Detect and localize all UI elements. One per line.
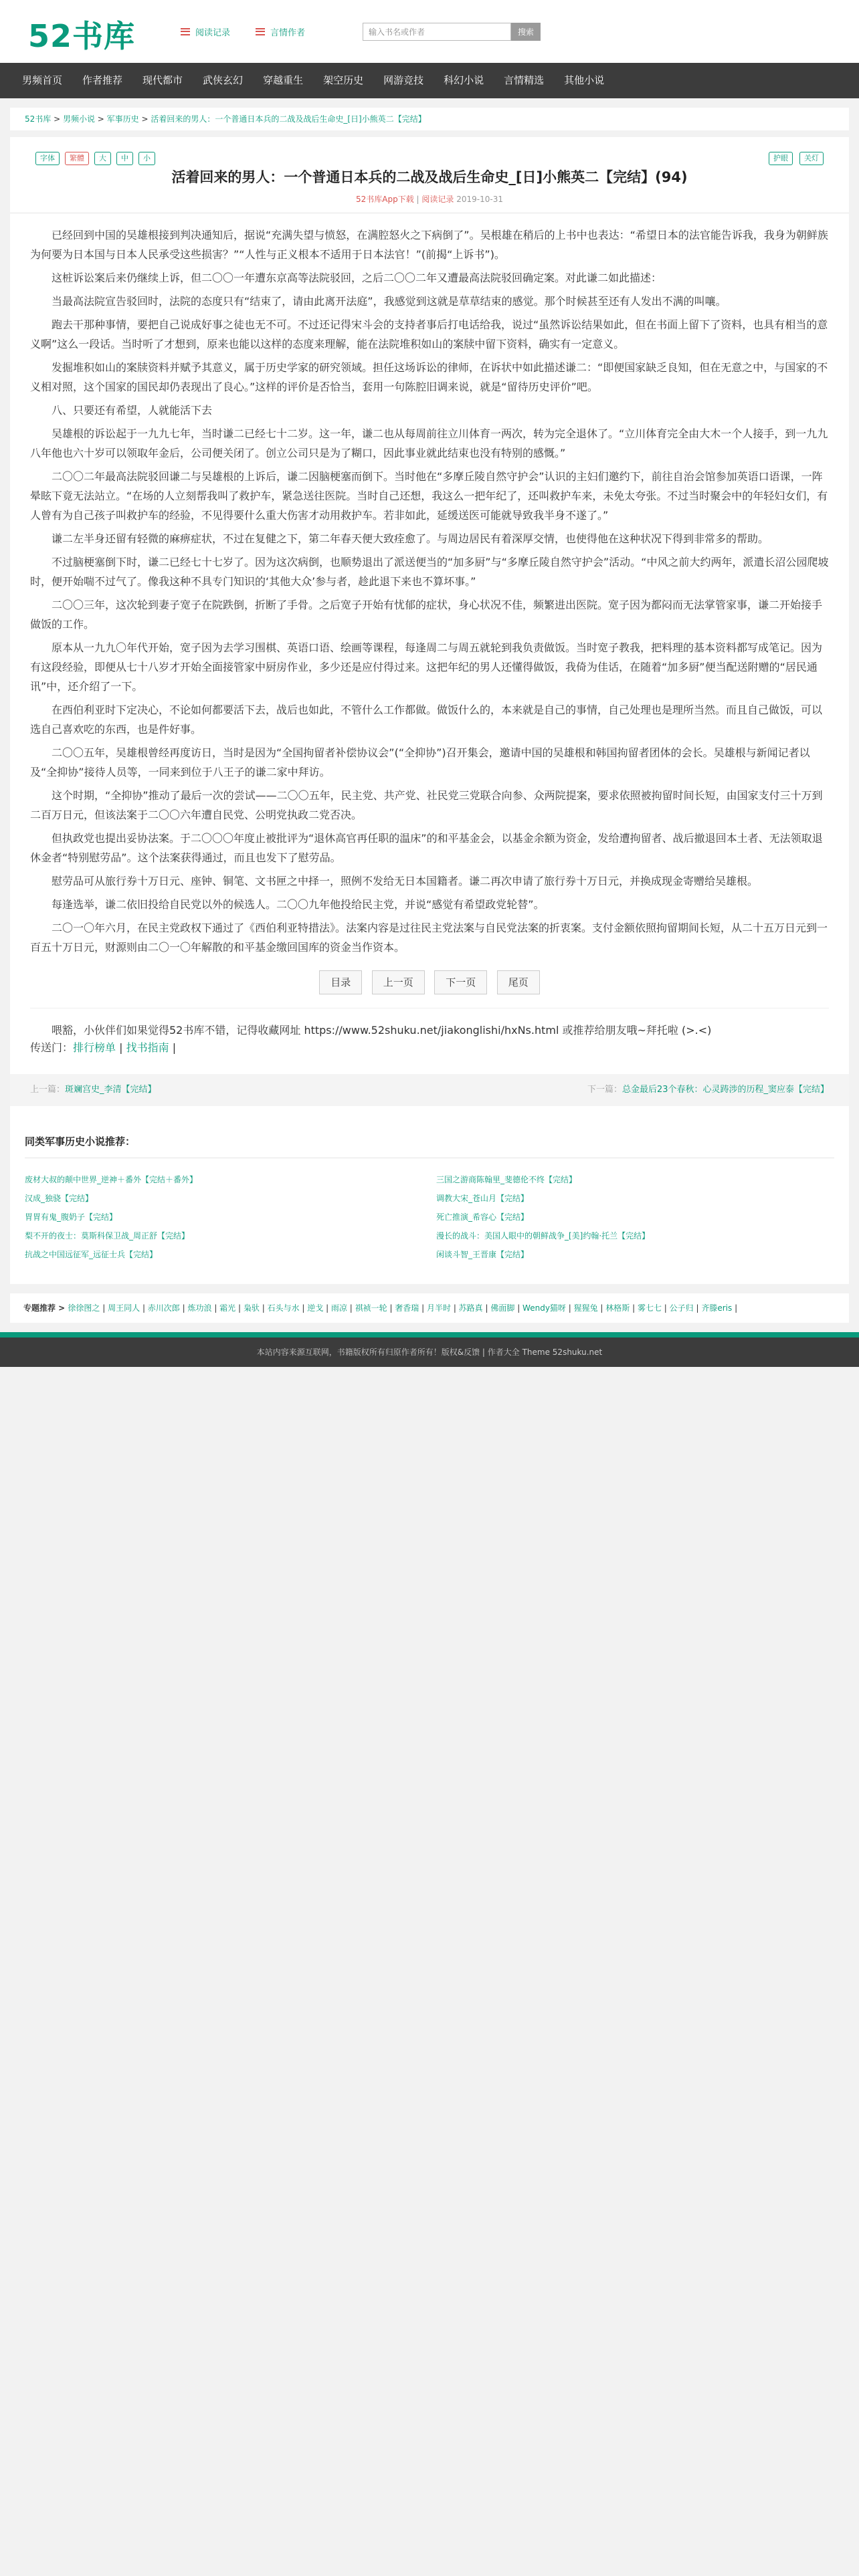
paragraph: 在西伯利亚时下定决心，不论如何都要活下去，战后也如此，不管什么工作都做。做饭什么的，本来就是自己的事情，自己处理也是理所当然。而且自己做饭，可以选自己喜欢吃的东西，也是件好事。: [30, 704, 823, 736]
nav-item[interactable]: 架空历史: [323, 74, 364, 86]
topic-link[interactable]: 炼功浪: [187, 1303, 212, 1313]
paragraph: 每逢选举，谦二依旧投给自民党以外的候选人。二〇〇九年他投给民主党，并说“感觉有希望政党轮替”。: [52, 898, 545, 911]
recommend-heading: 同类军事历史小说推荐：: [25, 1130, 834, 1158]
chapter-meta: 52书库App下载 | 阅读记录 2019-10-31: [356, 195, 503, 204]
topic-link[interactable]: 齐滕eris: [701, 1303, 733, 1313]
list-icon: [181, 28, 190, 35]
recommend-link[interactable]: 抗战之中国远征军_远征士兵【完结】: [25, 1250, 158, 1259]
recommend-list: [25, 1170, 834, 1264]
topic-link[interactable]: 苏路真: [458, 1303, 483, 1313]
paragraph: 二〇〇二年最高法院驳回谦二与吴雄根的上诉后，谦二因脑梗塞而倒下。当时他在“多摩丘陵自然守护会”认识的主妇们邀约下，前往自治会馆参加英语口语课，一阵晕眩下竟无法站立。“在场的人立刻帮我叫了救护车，紧急送往医院。当时自己还想，我这么一把年纪了，还叫救护车来，未免太夸张。不过当时聚会中的年轻妇女们，有人曾有为自己孩子叫救护车的经验，不见得要什么重大伤害才动用救护车。若非如此，延缓送医可能就导致我半身不遂了。”: [30, 470, 828, 522]
breadcrumb-current[interactable]: 活着回来的男人：一个普通日本兵的二战及战后生命史_[日]小熊英二【完结】: [151, 114, 426, 124]
topic-link[interactable]: Wendy猫呀: [522, 1303, 566, 1313]
notice-label: 传送门：: [30, 1041, 74, 1054]
topic-link[interactable]: 佛面脚: [490, 1303, 515, 1313]
font-small-button[interactable]: 小: [138, 152, 155, 165]
prev-next-bar: [10, 1074, 849, 1106]
paragraph: 八、只要还有希望，人就能活下去: [52, 404, 213, 417]
last-page-button[interactable]: 尾页: [497, 970, 540, 994]
font-medium-button[interactable]: 中: [116, 152, 133, 165]
topic-link[interactable]: 雨凉: [330, 1303, 347, 1313]
font-button[interactable]: 字体: [35, 152, 60, 165]
nav-item[interactable]: 穿越重生: [263, 74, 304, 86]
nav-item[interactable]: 言情精选: [504, 74, 545, 86]
favorite-authors-link[interactable]: [256, 25, 305, 38]
lights-off-button[interactable]: 关灯: [799, 152, 824, 165]
main-nav: [0, 63, 859, 98]
app-download-link[interactable]: 52书库App下载: [356, 195, 414, 204]
reading-record-link[interactable]: [181, 25, 230, 38]
toc-button[interactable]: 目录: [319, 970, 362, 994]
reading-record-label: 阅读记录: [195, 28, 231, 38]
recommend-link[interactable]: 胃胃有鬼_腹奶子【完结】: [25, 1212, 118, 1222]
breadcrumb: [10, 108, 849, 130]
prev-label: 上一篇：: [30, 1085, 66, 1095]
breadcrumb-separator: >: [51, 114, 63, 124]
paragraph: 但执政党也提出妥协法案。于二〇〇〇年度止被批评为“退休高官再任职的温床”的和平基金会，以基金余额为资金，发给遭拘留者、战后撤退回本土者、无法领取退休金者“特别慰劳品”。这个法案获得通过，而且也发下了慰劳品。: [30, 832, 823, 864]
breadcrumb-home[interactable]: 52书库: [25, 114, 52, 124]
paragraph: 发掘堆积如山的案牍资料并赋予其意义，属于历史学家的研究领域。担任这场诉讼的律师，在诉状中如此描述谦二：“即便国家缺乏良知，但在无意之中，与国家的不义相对照，这个国家的国民却仍表现出了良心。”这样的评价是否恰当，套用一句陈腔旧调来说，就是“留待历史评价”吧。: [30, 361, 828, 393]
ranking-link[interactable]: 排行榜单: [73, 1041, 116, 1054]
nav-item[interactable]: 武侠玄幻: [203, 74, 244, 86]
topic-links: 专题推荐 > 徐徐图之 | 周王同人 | 赤川次郎 | 炼功浪 | 霜光 | 枭驮 | 石头与水 | 逆戈 | 雨凉 | 祺祯一轮 | 奢香瑞 | 月半时 | 苏路真 | 佛面脚 | Wendy猫呀 | 猩猩兔 | 林格斯 | 雾七七 | 公子归 | 齐滕eris |: [10, 1293, 849, 1323]
nav-item[interactable]: 其他小说: [564, 74, 605, 86]
font-large-button[interactable]: 大: [94, 152, 111, 165]
paragraph: 不过脑梗塞倒下时，谦二已经七十七岁了。因为这次病倒，也顺势退出了派送便当的“加多厨”与“多摩丘陵自然守护会”活动。“中风之前大约两年，派遣长沼公园爬坡时，便开始喘不过气了。像我这种不具专门知识的‘其他大众’参与者，趁此退下来也不算坏事。”: [30, 556, 829, 588]
recommend-link[interactable]: 调教大宋_苍山月【完结】: [436, 1194, 529, 1203]
paragraph: 已经回到中国的吴雄根接到判决通知后，据说“充满失望与愤怒，在满腔怒火之下病倒了”。吴根雄在稍后的上书中也表达：“希望日本的法官能告诉我，我身为朝鲜族为何要为日本国与日本人民承受这些损害？”“人性与正义根本不适用于日本法官！”(前揭“上诉书”)。: [30, 229, 828, 261]
recommend-link[interactable]: 漫长的战斗：美国人眼中的朝鲜战争_[美]约翰·托兰【完结】: [436, 1231, 650, 1241]
breadcrumb-separator: >: [94, 114, 107, 124]
search-form: [363, 23, 541, 41]
paragraph: 谦二左半身还留有轻微的麻痹症状，不过在复健之下，第二年春天便大致痊愈了。与周边居民有着深厚交情，也使得他在这种状况下得到非常多的帮助。: [52, 532, 769, 545]
top-header: [0, 0, 859, 63]
breadcrumb-category[interactable]: 男频小说: [62, 114, 95, 124]
topic-link[interactable]: 霜光: [219, 1303, 236, 1313]
chapter-content: [30, 225, 829, 957]
breadcrumb-subcategory[interactable]: 军事历史: [106, 114, 139, 124]
topic-link[interactable]: 奢香瑞: [395, 1303, 419, 1313]
favorite-authors-label: 言情作者: [270, 28, 306, 38]
topic-link[interactable]: 赤川次郎: [147, 1303, 180, 1313]
topic-link[interactable]: 徐徐图之: [68, 1303, 100, 1313]
paragraph: 这桩诉讼案后来仍继续上诉，但二〇〇一年遭东京高等法院驳回，之后二〇〇二年又遭最高法院驳回确定案。对此谦二如此描述：: [52, 272, 662, 284]
paragraph: 原本从一九九〇年代开始，宽子因为去学习围棋、英语口语、绘画等课程，每逢周二与周五就轮到我负责做饭。当时宽子教我，把料理的基本资料都写成笔记。因为有这段经验，即便从七十八岁才开始全面接管家中厨房作业，多少还是应付得过来。这把年纪的男人还懂得做饭，我倚为佳话，在随着“加多厨”便当配送附赠的“居民通讯”中，还介绍了一下。: [30, 641, 823, 693]
paragraph: 这个时期，“全抑协”推动了最后一次的尝试——二〇〇五年，民主党、共产党、社民党三党联合向参、众两院提案，要求依照被拘留时间长短，由国家支付三十万到二百万日元，但该法案于二〇〇六年遭自民党、公明党执政二党否决。: [30, 789, 823, 821]
paragraph: 当最高法院宣告驳回时，法院的态度只有“结束了，请由此离开法庭”，我感觉到这就是草草结束的感觉。那个时候甚至还有人发出不满的叫嚷。: [52, 295, 727, 308]
breadcrumb-separator: >: [138, 114, 151, 124]
list-icon: [256, 28, 265, 35]
article-panel: [10, 137, 849, 1126]
paragraph: 二〇一〇年六月，在民主党政权下通过了《西伯利亚特措法》。法案内容是过往民主党法案与自民党法案的折衷案。支付金额依照拘留期间长短，从二十五万日元到一百五十万日元，财源则由二〇一〇年解散的和平基金缴回国库的资金当作资本。: [30, 922, 828, 954]
eye-care-button[interactable]: 护眼: [769, 152, 793, 165]
prev-article-link[interactable]: 斑斓宫史_李清【完结】: [65, 1085, 157, 1095]
nav-item[interactable]: 男频首页: [22, 74, 63, 86]
site-logo[interactable]: 52书库: [28, 18, 136, 54]
next-article-link[interactable]: 总金最后23个春秋：心灵踌涉的历程_窦应泰【完结】: [622, 1085, 829, 1095]
recommend-link[interactable]: 梨不开的夜士：莫斯科保卫战_周正舒【完结】: [25, 1231, 190, 1241]
pagination: [30, 970, 829, 994]
topic-link[interactable]: 雾七七: [637, 1303, 662, 1313]
topic-link[interactable]: 祺祯一轮: [355, 1303, 387, 1313]
search-input[interactable]: [363, 23, 511, 41]
bookmark-notice: [30, 1022, 829, 1057]
recommend-link[interactable]: 废材大叔的颠中世界_逆神＋番外【完结＋番外】: [25, 1175, 198, 1184]
recommend-link[interactable]: 汉成_独骁【完结】: [25, 1194, 94, 1203]
nav-item[interactable]: 现代都市: [142, 74, 183, 86]
topic-label: 专题推荐 >: [23, 1303, 68, 1313]
topic-link[interactable]: 周王同人: [108, 1303, 140, 1313]
prev-page-button[interactable]: 上一页: [372, 970, 425, 994]
book-guide-link[interactable]: 找书指南: [126, 1041, 169, 1054]
paragraph: 慰劳品可从旅行券十万日元、座钟、铜笔、文书匣之中择一，照例不发给无日本国籍者。谦二再次申请了旅行券十万日元，并换成现金寄赠给吴雄根。: [52, 875, 759, 887]
recommend-link[interactable]: 闲谈斗智_王晋康【完结】: [436, 1250, 529, 1259]
topic-link[interactable]: 石头与水: [267, 1303, 300, 1313]
paragraph: 吴雄根的诉讼起于一九九七年，当时谦二已经七十二岁。这一年，谦二也从每周前往立川体育一两次，转为完全退休了。“立川体育完全由大木一个人接手，到一九九八年他也六十岁可以领取年金后，公司便关闭了。创立公司只是为了糊口，因此事业就此结束也没有特别的感慨。”: [30, 427, 828, 459]
nav-item[interactable]: 作者推荐: [82, 74, 123, 86]
topic-link[interactable]: 公子归: [669, 1303, 694, 1313]
notice-text: 喂豁，小伙伴们如果觉得52书库不错，记得收藏网址 https://www.52shuku.net/jiakonglishi/hxNs.html 或推荐给朋友哦~拜托啦 (>.<): [52, 1024, 712, 1037]
publish-date: 2019-10-31: [456, 195, 503, 204]
recommend-panel: [10, 1126, 849, 1284]
topic-link[interactable]: 逆戈: [307, 1303, 324, 1313]
recommend-link[interactable]: 三国之游商陈翰里_斐德伦不终【完结】: [436, 1175, 577, 1184]
search-button[interactable]: 搜索: [511, 23, 541, 41]
recommend-link[interactable]: 死亡推演_希容心【完结】: [436, 1212, 529, 1222]
reading-record-link[interactable]: 阅读记录: [421, 195, 454, 204]
notice-separator: |: [116, 1041, 126, 1054]
notice-tail: |: [169, 1041, 177, 1054]
topic-link[interactable]: 林格斯: [605, 1303, 630, 1313]
nav-item[interactable]: 科幻小说: [444, 74, 484, 86]
paragraph: 二〇〇三年，这次轮到妻子宽子在院跌倒，折断了手骨。之后宽子开始有忧郁的症状，身心状况不佳，频繁进出医院。宽子因为都闷而无法掌管家事，谦二开始接手做饭的工作。: [30, 599, 823, 631]
topic-link[interactable]: 猩猩兔: [573, 1303, 598, 1313]
site-footer: 本站内容来源互联网，书籍版权所有归原作者所有！版权&反馈 | 作者大全 Theme 52shuku.net: [0, 1332, 859, 1367]
reader-toolbar: [30, 152, 829, 168]
chapter-title: 活着回来的男人：一个普通日本兵的二战及战后生命史_[日]小熊英二【完结】(94): [171, 169, 688, 185]
topic-link[interactable]: 月半时: [426, 1303, 451, 1313]
paragraph: 二〇〇五年，吴雄根曾经再度访日，当时是因为“全国拘留者补偿协议会”(“全抑协”)召开集会，邀请中国的吴雄根和韩国拘留者团体的会长。吴雄根与新闻记者以及“全抑协”接待人员等，一同来到位于八王子的谦二家中拜访。: [30, 746, 810, 778]
traditional-chinese-button[interactable]: 繁體: [65, 152, 89, 165]
topic-link[interactable]: 枭驮: [243, 1303, 260, 1313]
next-page-button[interactable]: 下一页: [434, 970, 487, 994]
paragraph: 跑去干那种事情，要把自己说成好事之徒也无不可。不过还记得宋斗会的支持者事后打电话给我，说过“虽然诉讼结果如此，但在书面上留下了资料，也具有相当的意义啊”这么一段话。当时听了才想到，原来也能以这样的态度来理解，能在法院堆积如山的案牍中留下资料，确实有一定意义。: [30, 318, 828, 350]
nav-item[interactable]: 网游竞技: [383, 74, 424, 86]
next-label: 下一篇：: [587, 1085, 622, 1095]
